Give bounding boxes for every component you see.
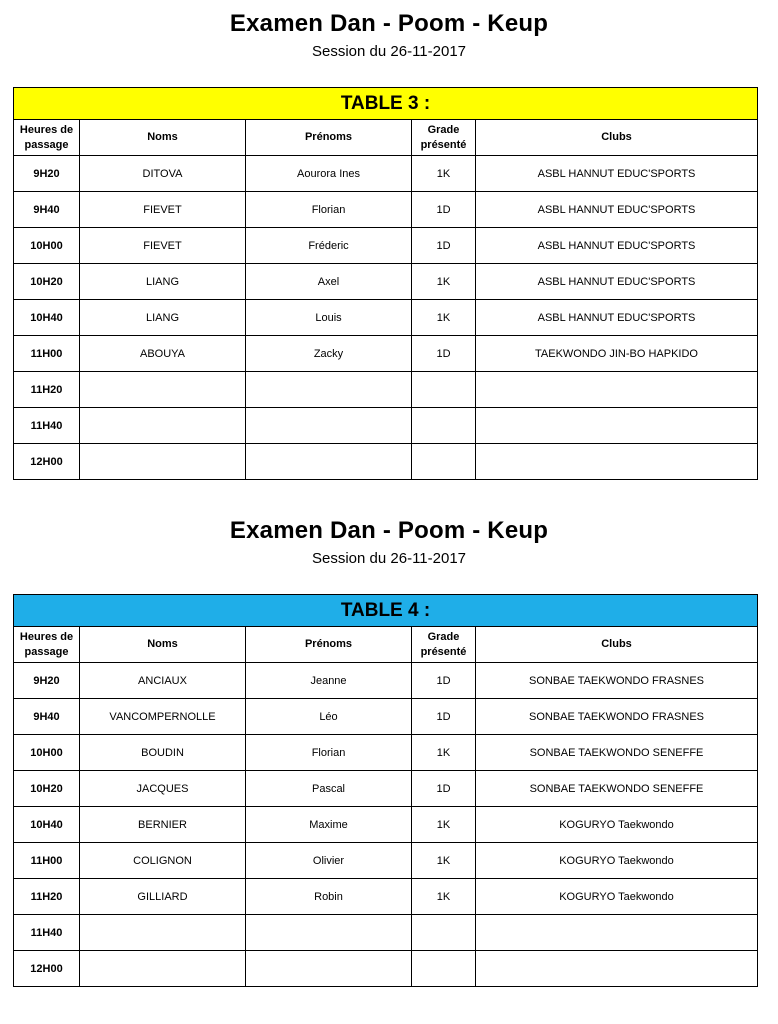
cell-prenom: Léo — [246, 699, 412, 735]
cell-prenom: Robin — [246, 879, 412, 915]
cell-nom: COLIGNON — [80, 843, 246, 879]
cell-club: SONBAE TAEKWONDO SENEFFE — [476, 771, 758, 807]
cell-prenom: Florian — [246, 735, 412, 771]
cell-grade: 1K — [412, 843, 476, 879]
cell-grade — [412, 444, 476, 480]
cell-club — [476, 915, 758, 951]
cell-time: 11H00 — [14, 336, 80, 372]
cell-nom: ABOUYA — [80, 336, 246, 372]
session-date: Session du 26-11-2017 — [312, 550, 466, 567]
table-row — [14, 807, 758, 843]
cell-club: TAEKWONDO JIN-BO HAPKIDO — [476, 336, 758, 372]
cell-nom: LIANG — [80, 300, 246, 336]
cell-prenom: Louis — [246, 300, 412, 336]
cell-prenom — [246, 951, 412, 987]
exam-section-table-3 — [0, 10, 778, 62]
cell-time: 11H00 — [14, 843, 80, 879]
cell-club: KOGURYO Taekwondo — [476, 843, 758, 879]
cell-grade — [412, 408, 476, 444]
page-title: Examen Dan - Poom - Keup — [229, 10, 549, 37]
cell-nom: FIEVET — [80, 192, 246, 228]
table-row — [14, 264, 758, 300]
cell-time: 11H40 — [14, 408, 80, 444]
exam-section-table-4 — [0, 517, 778, 569]
cell-time: 10H20 — [14, 264, 80, 300]
cell-grade — [412, 951, 476, 987]
cell-club: SONBAE TAEKWONDO SENEFFE — [476, 735, 758, 771]
cell-nom: GILLIARD — [80, 879, 246, 915]
cell-prenom: Pascal — [246, 771, 412, 807]
header-prenom: Prénoms — [246, 627, 412, 663]
cell-club: KOGURYO Taekwondo — [476, 807, 758, 843]
cell-club: SONBAE TAEKWONDO FRASNES — [476, 663, 758, 699]
cell-time: 10H40 — [14, 300, 80, 336]
cell-club: ASBL HANNUT EDUC'SPORTS — [476, 156, 758, 192]
cell-club: ASBL HANNUT EDUC'SPORTS — [476, 300, 758, 336]
cell-prenom: Zacky — [246, 336, 412, 372]
table-row — [14, 951, 758, 987]
cell-nom — [80, 444, 246, 480]
cell-time: 10H40 — [14, 807, 80, 843]
schedule-table-4 — [13, 594, 758, 987]
cell-club: ASBL HANNUT EDUC'SPORTS — [476, 192, 758, 228]
table-banner: TABLE 4 : — [14, 595, 758, 627]
page-title: Examen Dan - Poom - Keup — [229, 517, 549, 544]
cell-time: 10H00 — [14, 735, 80, 771]
cell-nom — [80, 372, 246, 408]
cell-time: 9H20 — [14, 663, 80, 699]
cell-grade: 1K — [412, 300, 476, 336]
cell-prenom: Maxime — [246, 807, 412, 843]
cell-grade: 1D — [412, 228, 476, 264]
table-row — [14, 336, 758, 372]
header-time: Heures de passage — [14, 627, 80, 663]
cell-club — [476, 444, 758, 480]
cell-nom — [80, 408, 246, 444]
cell-prenom: Florian — [246, 192, 412, 228]
cell-time: 9H40 — [14, 192, 80, 228]
cell-nom: BERNIER — [80, 807, 246, 843]
cell-prenom: Axel — [246, 264, 412, 300]
table-row — [14, 444, 758, 480]
cell-time: 10H00 — [14, 228, 80, 264]
cell-club: ASBL HANNUT EDUC'SPORTS — [476, 228, 758, 264]
cell-nom: LIANG — [80, 264, 246, 300]
cell-prenom — [246, 444, 412, 480]
table-row — [14, 771, 758, 807]
cell-time: 12H00 — [14, 444, 80, 480]
cell-time: 9H20 — [14, 156, 80, 192]
cell-nom: BOUDIN — [80, 735, 246, 771]
cell-grade: 1K — [412, 735, 476, 771]
cell-grade — [412, 915, 476, 951]
cell-nom: VANCOMPERNOLLE — [80, 699, 246, 735]
table-row — [14, 408, 758, 444]
header-grade: Grade présenté — [412, 120, 476, 156]
cell-nom — [80, 951, 246, 987]
header-time: Heures de passage — [14, 120, 80, 156]
cell-club: ASBL HANNUT EDUC'SPORTS — [476, 264, 758, 300]
cell-nom: FIEVET — [80, 228, 246, 264]
cell-grade: 1K — [412, 156, 476, 192]
cell-club — [476, 408, 758, 444]
cell-club — [476, 372, 758, 408]
header-grade: Grade présenté — [412, 627, 476, 663]
header-nom: Noms — [80, 120, 246, 156]
table-row — [14, 843, 758, 879]
cell-prenom — [246, 372, 412, 408]
cell-grade: 1K — [412, 879, 476, 915]
cell-grade: 1K — [412, 807, 476, 843]
cell-grade: 1D — [412, 699, 476, 735]
cell-prenom: Jeanne — [246, 663, 412, 699]
table-row — [14, 663, 758, 699]
cell-nom: ANCIAUX — [80, 663, 246, 699]
cell-club: KOGURYO Taekwondo — [476, 879, 758, 915]
cell-time: 10H20 — [14, 771, 80, 807]
cell-time: 12H00 — [14, 951, 80, 987]
cell-prenom: Olivier — [246, 843, 412, 879]
cell-grade: 1D — [412, 771, 476, 807]
table-row — [14, 228, 758, 264]
table-row — [14, 156, 758, 192]
cell-nom: DITOVA — [80, 156, 246, 192]
cell-prenom — [246, 408, 412, 444]
cell-nom — [80, 915, 246, 951]
cell-time: 11H20 — [14, 879, 80, 915]
table-row — [14, 915, 758, 951]
table-row — [14, 300, 758, 336]
header-club: Clubs — [476, 120, 758, 156]
cell-grade: 1D — [412, 663, 476, 699]
cell-club: SONBAE TAEKWONDO FRASNES — [476, 699, 758, 735]
header-prenom: Prénoms — [246, 120, 412, 156]
cell-grade: 1K — [412, 264, 476, 300]
cell-prenom — [246, 915, 412, 951]
schedule-table-3 — [13, 87, 758, 480]
session-date: Session du 26-11-2017 — [312, 43, 466, 60]
cell-prenom: Aourora Ines — [246, 156, 412, 192]
header-club: Clubs — [476, 627, 758, 663]
table-row — [14, 735, 758, 771]
cell-club — [476, 951, 758, 987]
cell-time: 11H40 — [14, 915, 80, 951]
cell-prenom: Fréderic — [246, 228, 412, 264]
cell-nom: JACQUES — [80, 771, 246, 807]
cell-time: 11H20 — [14, 372, 80, 408]
cell-time: 9H40 — [14, 699, 80, 735]
table-row — [14, 192, 758, 228]
table-banner: TABLE 3 : — [14, 88, 758, 120]
header-nom: Noms — [80, 627, 246, 663]
table-row — [14, 699, 758, 735]
cell-grade — [412, 372, 476, 408]
table-row — [14, 372, 758, 408]
table-row — [14, 879, 758, 915]
cell-grade: 1D — [412, 336, 476, 372]
cell-grade: 1D — [412, 192, 476, 228]
